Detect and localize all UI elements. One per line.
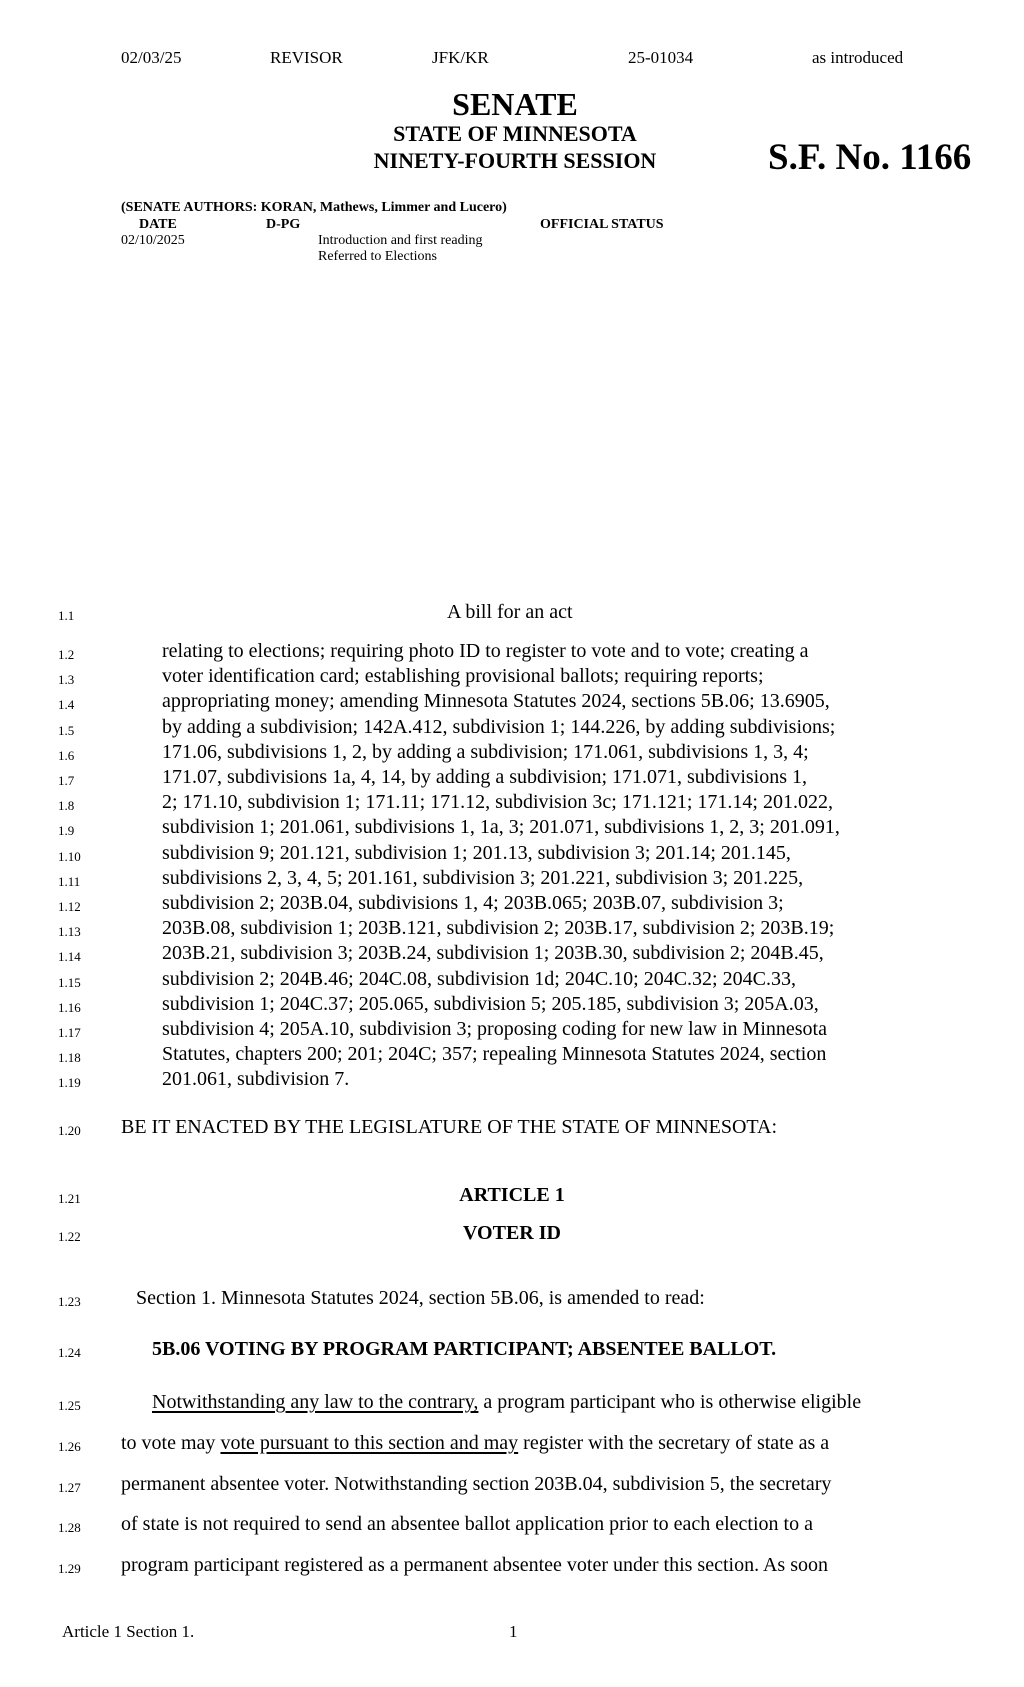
summary-line: 203B.21, subdivision 3; 203B.24, subdivision 1; 203B.30, subdivision 2; 204B.45, xyxy=(162,942,824,965)
line-number: 1.29 xyxy=(58,1561,81,1576)
summary-line: 2; 171.10, subdivision 1; 171.11; 171.12, subdivision 3c; 171.121; 171.14; 201.022, xyxy=(162,791,833,814)
file-number: S.F. No. 1166 xyxy=(768,137,972,178)
summary-line: by adding a subdivision; 142A.412, subdivision 1; 144.226, by adding subdivisions; xyxy=(162,715,836,738)
header-date: 02/03/25 xyxy=(121,48,182,67)
line-number: 1.19 xyxy=(58,1075,81,1091)
col-dpg: D-PG xyxy=(266,217,301,232)
enacting-clause: BE IT ENACTED BY THE LEGISLATURE OF THE STATE OF MINNESOTA: xyxy=(121,1116,778,1138)
body-text: register with the secretary of state as a xyxy=(518,1432,830,1454)
col-date: DATE xyxy=(139,217,177,232)
line-number: 1.12 xyxy=(58,899,81,914)
line-number: 1.18 xyxy=(58,1050,81,1066)
line-number: 1.8 xyxy=(58,798,75,814)
summary-line: subdivision 2; 203B.04, subdivisions 1, 4; 203B.065; 203B.07, subdivision 3; xyxy=(162,892,784,914)
summary-line: subdivision 9; 201.121, subdivision 1; 201.13, subdivision 3; 201.14; 201.145, xyxy=(162,841,791,864)
summary-line: subdivision 1; 204C.37; 205.065, subdivision 5; 205.185, subdivision 3; 205A.03, xyxy=(162,992,819,1015)
summary-line: relating to elections; requiring photo ID to register to vote and to vote; creating a xyxy=(162,640,809,662)
entry-status-2: Referred to Elections xyxy=(318,249,437,264)
page-number: 1 xyxy=(509,1622,518,1641)
line-number: 1.28 xyxy=(58,1520,81,1535)
header-revisor: REVISOR xyxy=(270,48,343,67)
body-line: permanent absentee voter. Notwithstanding section 203B.04, subdivision 5, the secretary xyxy=(121,1473,832,1495)
line-number: 1.24 xyxy=(58,1345,81,1360)
footer-section-ref: Article 1 Section 1. xyxy=(62,1622,195,1641)
article-title: VOTER ID xyxy=(463,1222,561,1244)
summary-line: appropriating money; amending Minnesota Statutes 2024, sections 5B.06; 13.6905, xyxy=(162,690,830,713)
summary-line: Statutes, chapters 200; 201; 204C; 357; repealing Minnesota Statutes 2024, section xyxy=(162,1043,827,1066)
line-number: 1.20 xyxy=(58,1123,81,1138)
line-number: 1.22 xyxy=(58,1229,81,1244)
line-number: 1.3 xyxy=(58,672,75,688)
line-number: 1.14 xyxy=(58,949,81,965)
inserted-text: Notwithstanding any law to the contrary, xyxy=(152,1391,479,1413)
header-doc-number: 25-01034 xyxy=(628,48,694,67)
line-number: 1.10 xyxy=(58,848,81,864)
line-number: 1.15 xyxy=(58,974,81,990)
summary-line: subdivision 1; 201.061, subdivisions 1, 1a, 3; 201.071, subdivisions 1, 2, 3; 201.091, xyxy=(162,816,840,839)
section-heading: 5B.06 VOTING BY PROGRAM PARTICIPANT; ABSENTEE BALLOT. xyxy=(152,1338,777,1360)
line-number: 1.17 xyxy=(58,1025,81,1040)
line-number: 1.27 xyxy=(58,1480,81,1495)
summary-line: subdivision 4; 205A.10, subdivision 3; proposing coding for new law in Minnesota xyxy=(162,1018,827,1040)
state-title: STATE OF MINNESOTA xyxy=(393,121,637,146)
authors-line: (SENATE AUTHORS: KORAN, Mathews, Limmer and Lucero) xyxy=(121,200,507,215)
body-text: to vote may xyxy=(121,1432,221,1454)
line-number: 1.5 xyxy=(58,722,75,738)
line-number: 1.21 xyxy=(58,1191,81,1206)
line-number: 1.6 xyxy=(58,747,75,763)
inserted-text: vote pursuant to this section and may xyxy=(220,1432,519,1454)
line-number: 1.25 xyxy=(58,1398,81,1413)
body-line: of state is not required to send an absentee ballot application prior to each election to a xyxy=(121,1513,813,1535)
line-number: 1.9 xyxy=(58,823,75,839)
body-text: a program participant who is otherwise eligible xyxy=(478,1391,862,1413)
line-number: 1.13 xyxy=(58,924,81,940)
session-title: NINETY-FOURTH SESSION xyxy=(373,148,657,173)
line-number: 1.4 xyxy=(58,697,75,713)
line-number: 1.1 xyxy=(58,608,75,623)
line-number: 1.7 xyxy=(58,773,75,788)
summary-line: subdivisions 2, 3, 4, 5; 201.161, subdivision 3; 201.221, subdivision 3; 201.225, xyxy=(162,866,804,889)
entry-date: 02/10/2025 xyxy=(121,233,185,248)
header-initials: JFK/KR xyxy=(432,48,489,67)
summary-line: 203B.08, subdivision 1; 203B.121, subdivision 2; 203B.17, subdivision 2; 203B.19; xyxy=(162,917,835,940)
article-label: ARTICLE 1 xyxy=(459,1184,565,1206)
entry-status-1: Introduction and first reading xyxy=(318,233,483,248)
summary-line: 171.06, subdivisions 1, 2, by adding a subdivision; 171.061, subdivisions 1, 3, 4; xyxy=(162,740,809,763)
body-line xyxy=(121,1432,829,1455)
summary-line: 201.061, subdivision 7. xyxy=(162,1068,350,1091)
summary-line: voter identification card; establishing provisional ballots; requiring reports; xyxy=(162,665,764,688)
line-number: 1.2 xyxy=(58,647,75,662)
summary-line: 171.07, subdivisions 1a, 4, 14, by adding a subdivision; 171.071, subdivisions 1, xyxy=(162,766,808,788)
line-number: 1.26 xyxy=(58,1439,81,1454)
chamber-title: SENATE xyxy=(452,86,578,122)
header-status: as introduced xyxy=(812,48,904,67)
section-intro: Section 1. Minnesota Statutes 2024, section 5B.06, is amended to read: xyxy=(136,1287,705,1309)
body-line xyxy=(152,1391,861,1414)
summary-line: subdivision 2; 204B.46; 204C.08, subdivision 1d; 204C.10; 204C.32; 204C.33, xyxy=(162,967,796,990)
line-number: 1.11 xyxy=(58,873,81,889)
col-official-status: OFFICIAL STATUS xyxy=(540,217,664,232)
body-line: program participant registered as a permanent absentee voter under this section. As soon xyxy=(121,1554,828,1576)
line-number: 1.16 xyxy=(58,999,81,1015)
bill-title: A bill for an act xyxy=(447,601,573,623)
line-number: 1.23 xyxy=(58,1294,81,1309)
